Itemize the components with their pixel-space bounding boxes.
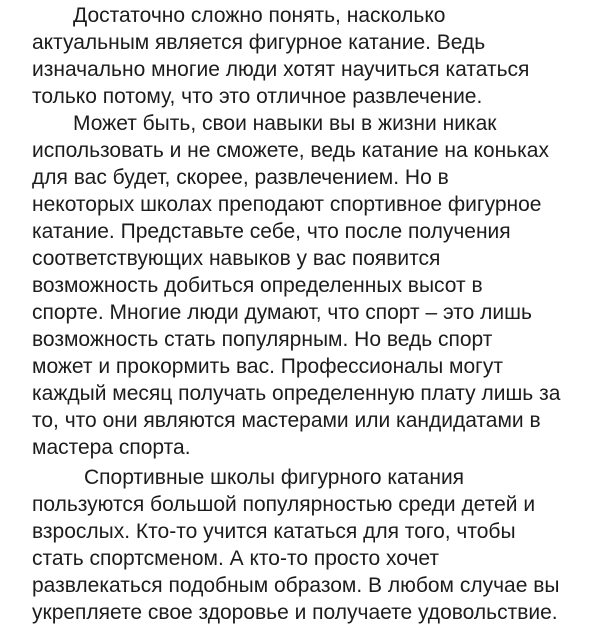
text-line: Спортивные школы фигурного катания	[84, 466, 465, 489]
text-line: укрепляете свое здоровье и получаете удовольствие.	[32, 601, 558, 624]
text-line: стать спортсменом. А кто-то просто хочет	[32, 547, 440, 570]
text-line: Может быть, свои навыки вы в жизни никак	[73, 112, 497, 135]
text-line: только потому, что это отличное развлечение.	[32, 85, 483, 108]
text-line: может и прокормить вас. Профессионалы могут	[32, 355, 503, 378]
text-line: мастера спорта.	[32, 436, 191, 459]
text-line: изначально многие люди хотят научиться кататься	[32, 58, 530, 81]
text-line: взрослых. Кто-то учится кататься для того, чтобы	[32, 520, 516, 543]
text-line: для вас будет, скорее, развлечением. Но в	[32, 166, 449, 189]
text-line: возможность добиться определенных высот в	[32, 274, 483, 297]
text-line: использовать и не сможете, ведь катание на коньках	[32, 139, 549, 162]
text-line: актуальным является фигурное катание. Ведь	[32, 31, 486, 54]
text-line: катание. Представьте себе, что после получения	[32, 220, 511, 243]
text-line: спорте. Многие люди думают, что спорт – это лишь	[32, 301, 532, 324]
text-line: то, что они являются мастерами или кандидатами в	[32, 409, 541, 432]
text-line: соответствующих навыков у вас появится	[32, 247, 441, 270]
text-line: Достаточно сложно понять, насколько	[73, 4, 446, 27]
text-line: возможность стать популярным. Но ведь спорт	[32, 328, 493, 351]
text-line: пользуются большой популярностью среди детей и	[32, 493, 536, 516]
text-line: каждый месяц получать определенную плату лишь за	[32, 382, 561, 405]
text-line: развлекаться подобным образом. В любом случае вы	[32, 574, 560, 597]
text-line: некоторых школах преподают спортивное фигурное	[32, 193, 542, 216]
